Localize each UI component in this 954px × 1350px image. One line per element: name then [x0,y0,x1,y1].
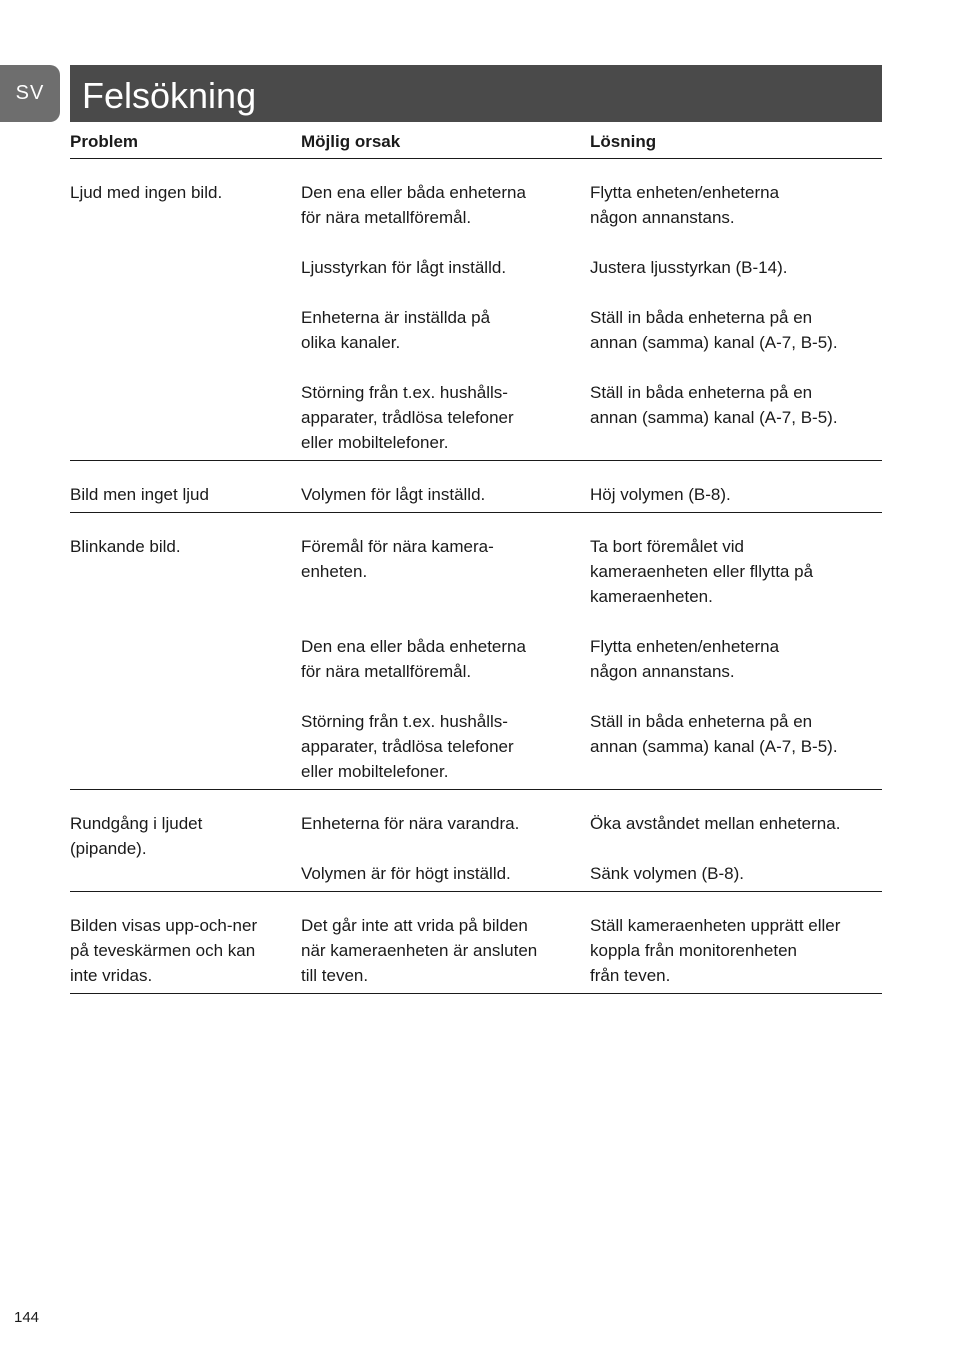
cause-cell: Det går inte att vrida på bilden när kameraenheten är ansluten till teven. [301,916,538,985]
page-title: Felsökning [82,75,257,116]
table-row [70,461,882,513]
header-solution: Lösning [590,132,657,151]
solution-cell: Justera ljusstyrkan (B-14). [590,258,788,277]
table-row [70,892,882,994]
problem-cell: Blinkande bild. [70,537,181,556]
solution-cell: Flytta enheten/enheterna någon annanstans. [590,637,780,681]
cause-solution-pair [70,180,882,230]
cause-cell: Enheterna för nära varandra. [301,814,520,833]
header-cause: Möjlig orsak [301,132,401,151]
solution-cell: Ställ kameraenheten upprätt eller koppla från monitorenheten från teven. [590,916,841,985]
cause-solution-pair [70,305,882,355]
cause-cell: Den ena eller båda enheterna för nära metallföremål. [301,637,526,681]
header-problem: Problem [70,132,139,151]
cause-cell: Föremål för nära kamera- enheten. [301,537,494,581]
table-row [70,790,882,892]
solution-cell: Ställ in båda enheterna på en annan (samma) kanal (A-7, B-5). [590,712,838,756]
cause-cell: Enheterna är inställda på olika kanaler. [301,308,491,352]
solution-cell: Höj volymen (B-8). [590,485,731,504]
cause-cell: Ljusstyrkan för lågt inställd. [301,258,507,277]
title-bar [70,65,882,122]
problem-cell: Rundgång i ljudet (pipande). [70,814,203,858]
cause-solution-pair [70,634,882,684]
cause-solution-pair [70,811,882,836]
solution-cell: Ställ in båda enheterna på en annan (samma) kanal (A-7, B-5). [590,383,838,427]
cause-cell: Störning från t.ex. hushålls- apparater, trådlösa telefoner eller mobiltelefoner. [301,712,514,781]
table-row [70,513,882,790]
problem-cell: Bild men inget ljud [70,485,209,504]
table-row [70,159,882,461]
cause-solution-pair [70,913,882,988]
cause-solution-pair [70,380,882,455]
cause-solution-pair [70,255,882,280]
troubleshooting-table [70,130,882,994]
cause-cell: Störning från t.ex. hushålls- apparater, trådlösa telefoner eller mobiltelefoner. [301,383,514,452]
cause-solution-pair [70,534,882,609]
cause-solution-pair [70,482,882,507]
language-tab: SV [0,65,60,122]
solution-cell: Ta bort föremålet vid kameraenheten eller fllytta på kameraenheten. [590,537,814,606]
solution-cell: Ställ in båda enheterna på en annan (samma) kanal (A-7, B-5). [590,308,838,352]
cause-cell: Volymen för lågt inställd. [301,485,486,504]
solution-cell: Öka avståndet mellan enheterna. [590,814,841,833]
table-header [70,130,882,159]
problem-cell: Bilden visas upp-och-ner på teveskärmen och kan inte vridas. [70,916,258,985]
cause-solution-pair [70,861,882,886]
solution-cell: Sänk volymen (B-8). [590,864,744,883]
cause-solution-pair [70,709,882,784]
problem-cell: Ljud med ingen bild. [70,183,223,202]
page-number: 144 [14,1309,40,1326]
solution-cell: Flytta enheten/enheterna någon annanstans. [590,183,780,227]
cause-cell: Den ena eller båda enheterna för nära metallföremål. [301,183,526,227]
cause-cell: Volymen är för högt inställd. [301,864,511,883]
